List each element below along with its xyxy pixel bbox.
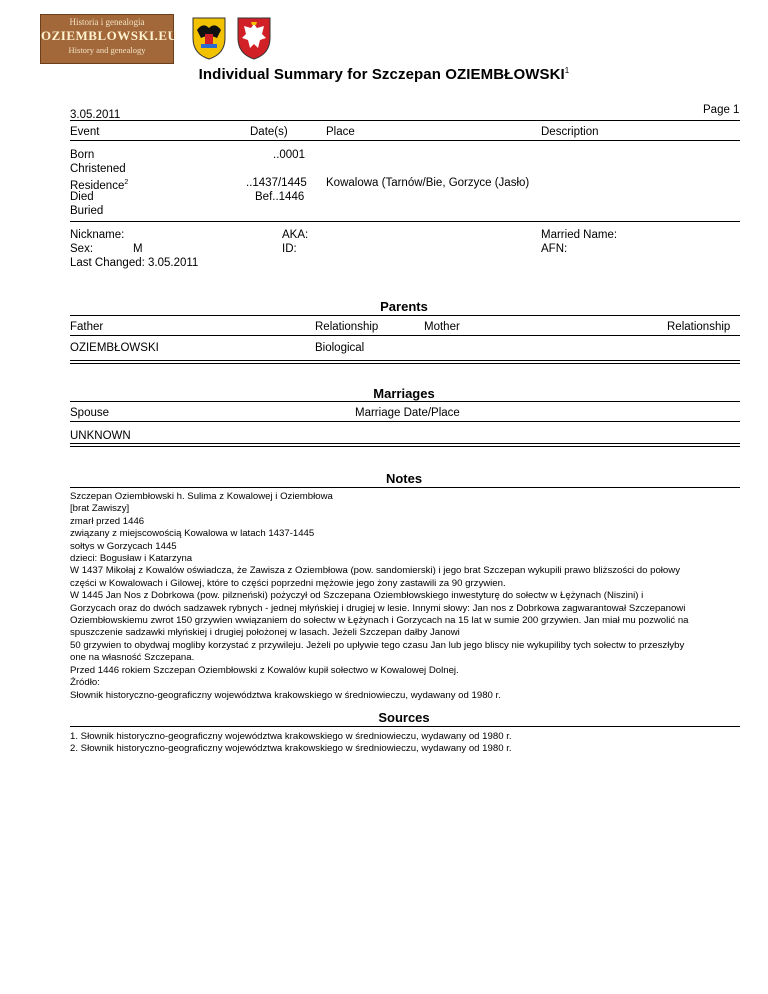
divider	[70, 726, 740, 727]
divider	[70, 221, 740, 222]
sources-heading: Sources	[378, 710, 430, 725]
divider	[70, 443, 740, 447]
note-line: Gorzycach oraz do dwóch sadzawek rybnych - jednej młyńskiej i drugiej w lesie. Innymi słowy: Jan nos z Dobrkowa zagwarantował Szczepanowi	[70, 602, 686, 614]
report-date: 3.05.2011	[70, 109, 121, 121]
col-place: Place	[326, 126, 355, 138]
event-died: Died	[70, 191, 94, 203]
col-mother-relationship: Relationship	[667, 321, 731, 333]
col-spouse: Spouse	[70, 407, 110, 419]
col-event: Event	[70, 126, 100, 138]
divider	[70, 140, 740, 141]
note-line: Oziembłowskiemu zwrot 150 grzywien wwiązaniem do sołectw w Łężynach i Gorzycach na 15 lat w sumie 200 grzywien. Jan miał mu pozwolić na	[70, 615, 689, 627]
col-relationship: Relationship	[315, 321, 379, 333]
col-marriage-date: Marriage Date/Place	[355, 407, 460, 419]
sex-value: M	[133, 243, 143, 255]
note-line: związany z miejscowością Kowalowa w latach 1437-1445	[70, 528, 315, 540]
note-line: dzieci: Bogusław i Katarzyna	[70, 553, 193, 565]
divider	[70, 315, 740, 316]
spouse-name: UNKNOWN	[70, 430, 131, 442]
source-item: 2. Słownik historyczno-geograficzny województwa krakowskiego w średniowieczu, wydawany od 1980 r.	[70, 743, 512, 755]
last-changed: Last Changed: 3.05.2011	[70, 257, 199, 269]
event-christened: Christened	[70, 163, 126, 175]
note-line: W 1445 Jan Nos z Dobrkowa (pow. pilzneński) pożyczył od Szczepana Oziembłowskiego inwestyturę do sołectw w Łężynach (Niszini) i	[70, 590, 644, 602]
id-label: ID:	[282, 243, 297, 255]
logo-line3: History and genealogy	[68, 45, 146, 55]
col-dates: Date(s)	[250, 126, 288, 138]
divider	[70, 360, 740, 364]
married-name-label: Married Name:	[541, 229, 618, 241]
note-line: Słownik historyczno-geograficzny województwa krakowskiego w średniowieczu, wydawany od 1980 r.	[70, 689, 501, 701]
event-buried: Buried	[70, 205, 104, 217]
note-line: spuszczenie sadzawki młyńskiej i drugiej położonej w lasach. Jeżeli Szczepan dałby Janowi	[70, 627, 460, 639]
coat-of-arms-eagle-icon	[236, 16, 272, 60]
note-line: części w Kowalowach i Gilowej, które to części poprzedni mężowie jego żony zastawili za 90 grzywien.	[70, 577, 506, 589]
logo-line2: OZIEMBLOWSKI.EU	[41, 28, 178, 43]
event-residence-date: ..1437/1445	[246, 177, 307, 189]
notes-heading: Notes	[385, 471, 423, 486]
father-name: OZIEMBŁOWSKI	[70, 342, 159, 354]
note-line: Źródło:	[70, 677, 100, 689]
note-line: zmarł przed 1446	[70, 515, 145, 527]
note-line: [brat Zawiszy]	[70, 503, 130, 515]
sex-label: Sex:	[70, 243, 94, 255]
col-description: Description	[541, 126, 599, 138]
event-died-date: Bef..1446	[255, 191, 305, 203]
aka-label: AKA:	[282, 229, 309, 241]
logo-line1: Historia i genealogia	[69, 17, 145, 27]
sources-list	[70, 731, 750, 756]
note-line: sołtys w Gorzycach 1445	[70, 540, 177, 552]
note-line: Przed 1446 rokiem Szczepan Oziembłowski z Kowalów kupił sołectwo w Kowalowej Dolnej.	[70, 664, 459, 676]
event-residence-place: Kowalowa (Tarnów/Bie, Gorzyce (Jasło)	[326, 177, 530, 189]
page-number: Page 1	[703, 104, 740, 116]
site-logo[interactable]	[40, 14, 178, 64]
note-line: W 1437 Mikołaj z Kowalów oświadcza, że Zawisza z Oziembłowa (pow. sandomierski) i jego brat Szczepan wykupili prawo bliższości do połowy	[70, 565, 680, 577]
divider	[70, 421, 740, 422]
note-line: one na własność Szczepana.	[70, 652, 195, 664]
page-title: Individual Summary for Szczepan OZIEMBŁOWSKI$^1$	[198, 66, 570, 83]
nickname-label: Nickname:	[70, 229, 125, 241]
parents-heading: Parents	[380, 299, 428, 314]
event-born: Born	[70, 149, 95, 161]
father-relationship: Biological	[315, 342, 365, 354]
marriages-heading: Marriages	[373, 386, 435, 401]
divider	[70, 487, 740, 488]
source-item: 1. Słownik historyczno-geograficzny województwa krakowskiego w średniowieczu, wydawany od 1980 r.	[70, 731, 512, 742]
col-father: Father	[70, 321, 104, 333]
divider	[70, 335, 740, 336]
coat-of-arms-icon	[191, 16, 227, 60]
event-residence: Residence$^2$	[70, 179, 129, 192]
afn-label: AFN:	[541, 243, 568, 255]
notes-body	[70, 491, 746, 702]
divider	[70, 120, 740, 121]
note-line: Szczepan Oziembłowski h. Sulima z Kowalowej i Oziembłowa	[70, 491, 333, 502]
divider	[70, 401, 740, 402]
event-born-date: ..0001	[273, 149, 305, 161]
col-mother: Mother	[424, 321, 460, 333]
note-line: 50 grzywien to obydwaj mogliby korzystać z przywileju. Jeżeli po upływie tego czasu Jan lub jego bliscy nie wykupiliby tych sołectw to przeszłyby	[70, 639, 685, 651]
